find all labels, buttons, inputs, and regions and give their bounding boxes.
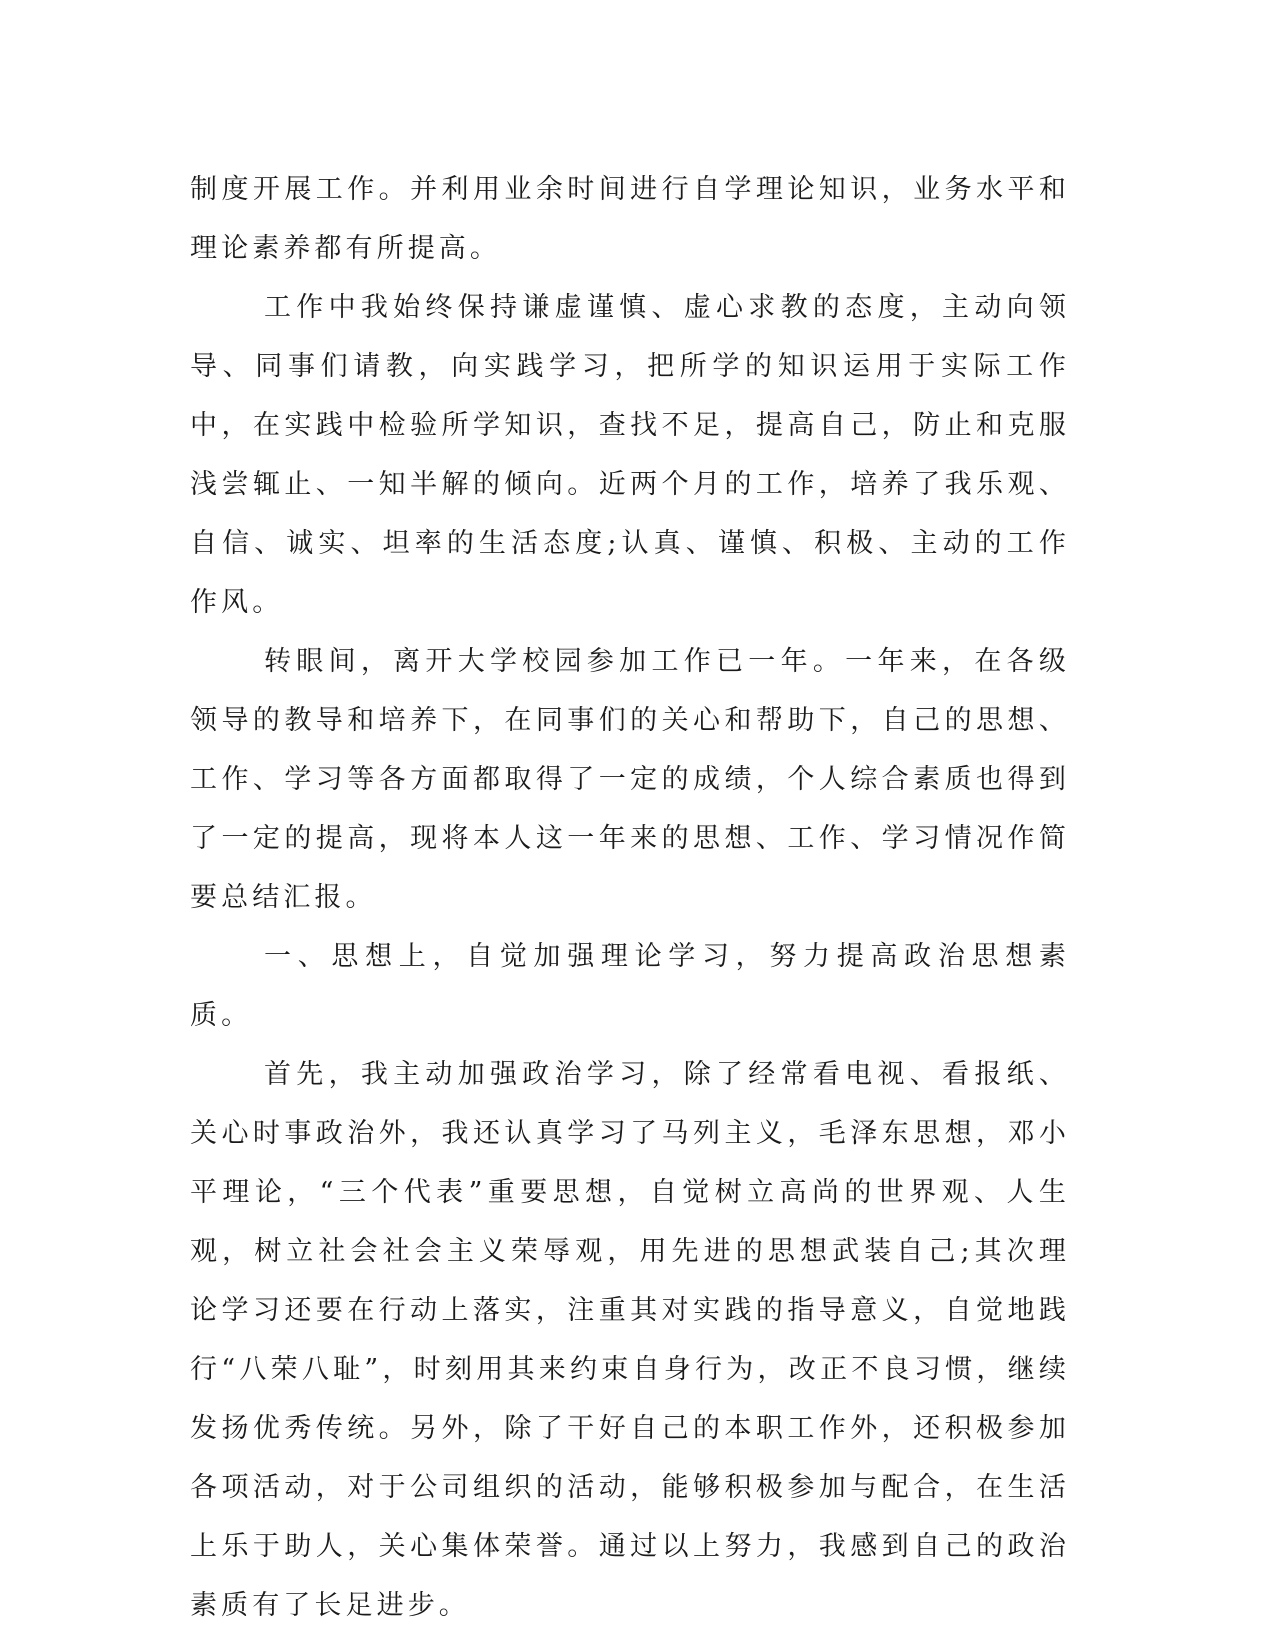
paragraph-3: 转眼间，离开大学校园参加工作已一年。一年来，在各级领导的教导和培养下，在同事们的关心和帮助下，自己的思想、工作、学习等各方面都取得了一定的成绩，个人综合素质也得到了一定的提高，现将本人这一年来的思想、工作、学习情况作简要总结汇报。 xyxy=(190,646,1070,913)
paragraph-2: 工作中我始终保持谦虚谨慎、虚心求教的态度，主动向领导、同事们请教，向实践学习，把所学的知识运用于实际工作中，在实践中检验所学知识，查找不足，提高自己，防止和克服浅尝辄止、一知半解的倾向。近两个月的工作，培养了我乐观、自信、诚实、坦率的生活态度;认真、谨慎、积极、主动的工作作风。 xyxy=(190,292,1070,618)
paragraph-4: 首先，我主动加强政治学习，除了经常看电视、看报纸、关心时事政治外，我还认真学习了马列主义，毛泽东思想，邓小平理论，“三个代表”重要思想，自觉树立高尚的世界观、人生观，树立社会社会主义荣辱观，用先进的思想武装自己;其次理论学习还要在行动上落实，注重其对实践的指导意义，自觉地践行“八荣八耻”，时刻用其来约束自身行为，改正不良习惯，继续发扬优秀传统。另外，除了干好自己的本职工作外，还积极参加各项活动，对于公司组织的活动，能够积极参加与配合，在生活上乐于助人，关心集体荣誉。通过以上努力，我感到自己的政治素质有了长足进步。 xyxy=(190,1059,1070,1621)
paragraph-1: 制度开展工作。并利用业余时间进行自学理论知识，业务水平和理论素养都有所提高。 xyxy=(190,174,1070,264)
document-body xyxy=(190,160,1070,1635)
section-heading-1: 一、思想上，自觉加强理论学习，努力提高政治思想素质。 xyxy=(190,941,1070,1031)
